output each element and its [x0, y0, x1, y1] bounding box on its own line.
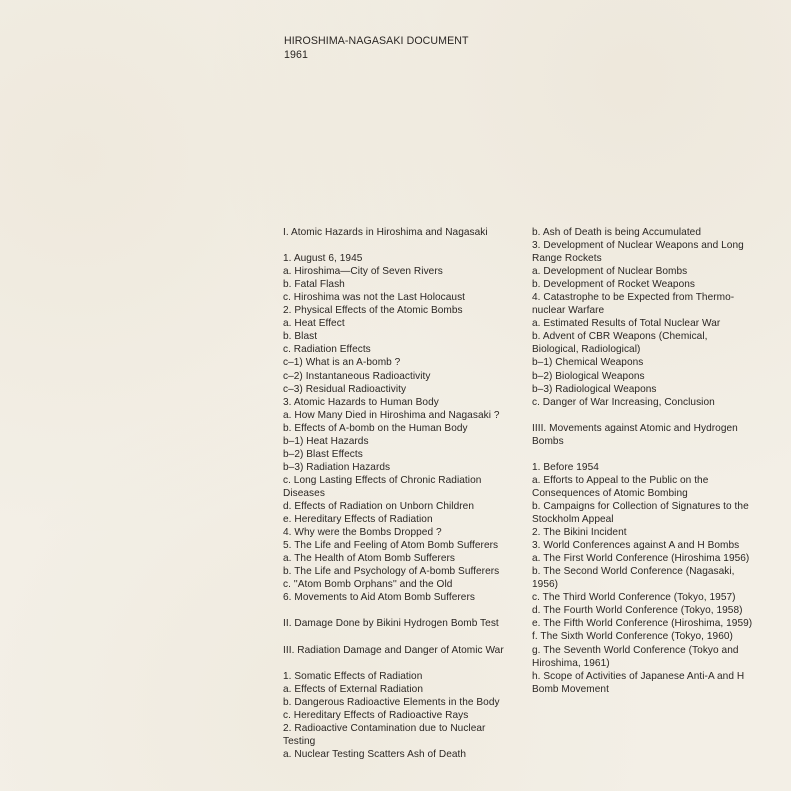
- contents-line: b. The Life and Psychology of A-bomb Sufferers: [283, 566, 500, 578]
- contents-line: 1. Somatic Effects of Radiation: [283, 670, 423, 682]
- contents-line: b. The Second World Conference (Nagasaki,: [532, 566, 735, 578]
- spacer-line: [283, 657, 523, 670]
- contents-line: a. The First World Conference (Hiroshima 1956): [532, 553, 750, 565]
- contents-line: Hiroshima, 1961): [532, 657, 610, 669]
- contents-line: Diseases: [283, 487, 325, 499]
- contents-line: 6. Movements to Aid Atom Bomb Sufferers: [283, 592, 475, 604]
- contents-line: 4. Catastrophe to be Expected from Thermo-: [532, 292, 735, 304]
- contents-line: b. Ash of Death is being Accumulated: [532, 227, 702, 238]
- contents-line: c. Hereditary Effects of Radioactive Rays: [283, 709, 469, 721]
- contents-line: b. Effects of A-bomb on the Human Body: [283, 422, 468, 434]
- contents-line: b. Development of Rocket Weapons: [532, 279, 696, 291]
- contents-line: a. The Health of Atom Bomb Sufferers: [283, 553, 455, 565]
- document-header: [284, 34, 469, 62]
- contents-line: 3. Development of Nuclear Weapons and Long: [532, 240, 744, 252]
- contents-line: b. Dangerous Radioactive Elements in the Body: [283, 696, 500, 708]
- contents-line: c. Radiation Effects: [283, 344, 371, 356]
- contents-line: b–2) Blast Effects: [283, 448, 363, 460]
- contents-line: 1. Before 1954: [532, 461, 599, 473]
- contents-line: III. Radiation Damage and Danger of Atomic War: [283, 644, 504, 656]
- contents-line: Bombs: [532, 435, 564, 447]
- contents-line: 3. Atomic Hazards to Human Body: [283, 396, 439, 408]
- contents-line: b. Fatal Flash: [283, 279, 345, 291]
- contents-line: Consequences of Atomic Bombing: [532, 487, 688, 499]
- contents-line: b–2) Biological Weapons: [532, 370, 645, 382]
- contents-line: nuclear Warfare: [532, 305, 605, 317]
- contents-line: c. The Third World Conference (Tokyo, 1957): [532, 592, 736, 604]
- contents-line: 2. Radioactive Contamination due to Nuclear: [283, 722, 486, 734]
- contents-line: Bomb Movement: [532, 683, 609, 695]
- contents-line: a. Hiroshima—City of Seven Rivers: [283, 266, 443, 278]
- document-title: HIROSHIMA-NAGASAKI DOCUMENT: [284, 35, 469, 47]
- contents-line: f. The Sixth World Conference (Tokyo, 1960): [532, 631, 733, 643]
- contents-line: 4. Why were the Bombs Dropped ?: [283, 527, 442, 539]
- contents-line: a. Effects of External Radiation: [283, 683, 423, 695]
- contents-line: a. Estimated Results of Total Nuclear War: [532, 318, 721, 330]
- contents-line: e. The Fifth World Conference (Hiroshima, 1959): [532, 618, 753, 630]
- contents-left-column: [283, 226, 523, 761]
- contents-line: c. ''Atom Bomb Orphans'' and the Old: [283, 579, 453, 591]
- contents-line: 1. August 6, 1945: [283, 253, 363, 265]
- contents-line: a. Heat Effect: [283, 318, 345, 330]
- contents-line: d. The Fourth World Conference (Tokyo, 1958): [532, 605, 743, 617]
- contents-line: 2. The Bikini Incident: [532, 527, 627, 539]
- contents-line: c. Hiroshima was not the Last Holocaust: [283, 292, 466, 304]
- contents-line: e. Hereditary Effects of Radiation: [283, 514, 433, 526]
- contents-line: b–3) Radiation Hazards: [283, 461, 391, 473]
- contents-line: c–3) Residual Radioactivity: [283, 383, 407, 395]
- contents-right-column: [532, 226, 772, 696]
- contents-line: g. The Seventh World Conference (Tokyo and: [532, 644, 739, 656]
- contents-line: b–3) Radiological Weapons: [532, 383, 657, 395]
- contents-line: Biological, Radiological): [532, 344, 641, 356]
- contents-line: a. Efforts to Appeal to the Public on the: [532, 474, 709, 486]
- contents-line: b. Blast: [283, 331, 318, 343]
- contents-line: 3. World Conferences against A and H Bombs: [532, 540, 740, 552]
- contents-line: h. Scope of Activities of Japanese Anti-A and H: [532, 670, 745, 682]
- contents-line: I. Atomic Hazards in Hiroshima and Nagasaki: [283, 227, 488, 238]
- spacer-line: [532, 409, 772, 422]
- contents-line: c. Danger of War Increasing, Conclusion: [532, 396, 715, 408]
- contents-line: c–1) What is an A-bomb ?: [283, 357, 401, 369]
- contents-line: Stockholm Appeal: [532, 514, 614, 526]
- spacer-line: [283, 604, 523, 617]
- contents-line: b. Campaigns for Collection of Signatures to the: [532, 500, 749, 512]
- spacer-line: [283, 239, 523, 252]
- contents-line: 5. The Life and Feeling of Atom Bomb Sufferers: [283, 540, 499, 552]
- document-year: 1961: [284, 49, 308, 61]
- contents-line: II. Damage Done by Bikini Hydrogen Bomb Test: [283, 618, 499, 630]
- contents-line: b. Advent of CBR Weapons (Chemical,: [532, 331, 708, 343]
- contents-line: d. Effects of Radiation on Unborn Children: [283, 500, 475, 512]
- contents-line: Testing: [283, 735, 316, 747]
- contents-line: 1956): [532, 579, 559, 591]
- contents-line: b–1) Chemical Weapons: [532, 357, 644, 369]
- contents-line: a. Nuclear Testing Scatters Ash of Death: [283, 748, 467, 760]
- contents-line: c. Long Lasting Effects of Chronic Radiation: [283, 474, 482, 486]
- contents-line: 2. Physical Effects of the Atomic Bombs: [283, 305, 463, 317]
- spacer-line: [532, 448, 772, 461]
- contents-line: a. Development of Nuclear Bombs: [532, 266, 688, 278]
- contents-line: IIII. Movements against Atomic and Hydrogen: [532, 422, 738, 434]
- contents-line: Range Rockets: [532, 253, 602, 265]
- contents-line: a. How Many Died in Hiroshima and Nagasaki ?: [283, 409, 500, 421]
- spacer-line: [283, 630, 523, 643]
- contents-line: c–2) Instantaneous Radioactivity: [283, 370, 431, 382]
- contents-line: b–1) Heat Hazards: [283, 435, 369, 447]
